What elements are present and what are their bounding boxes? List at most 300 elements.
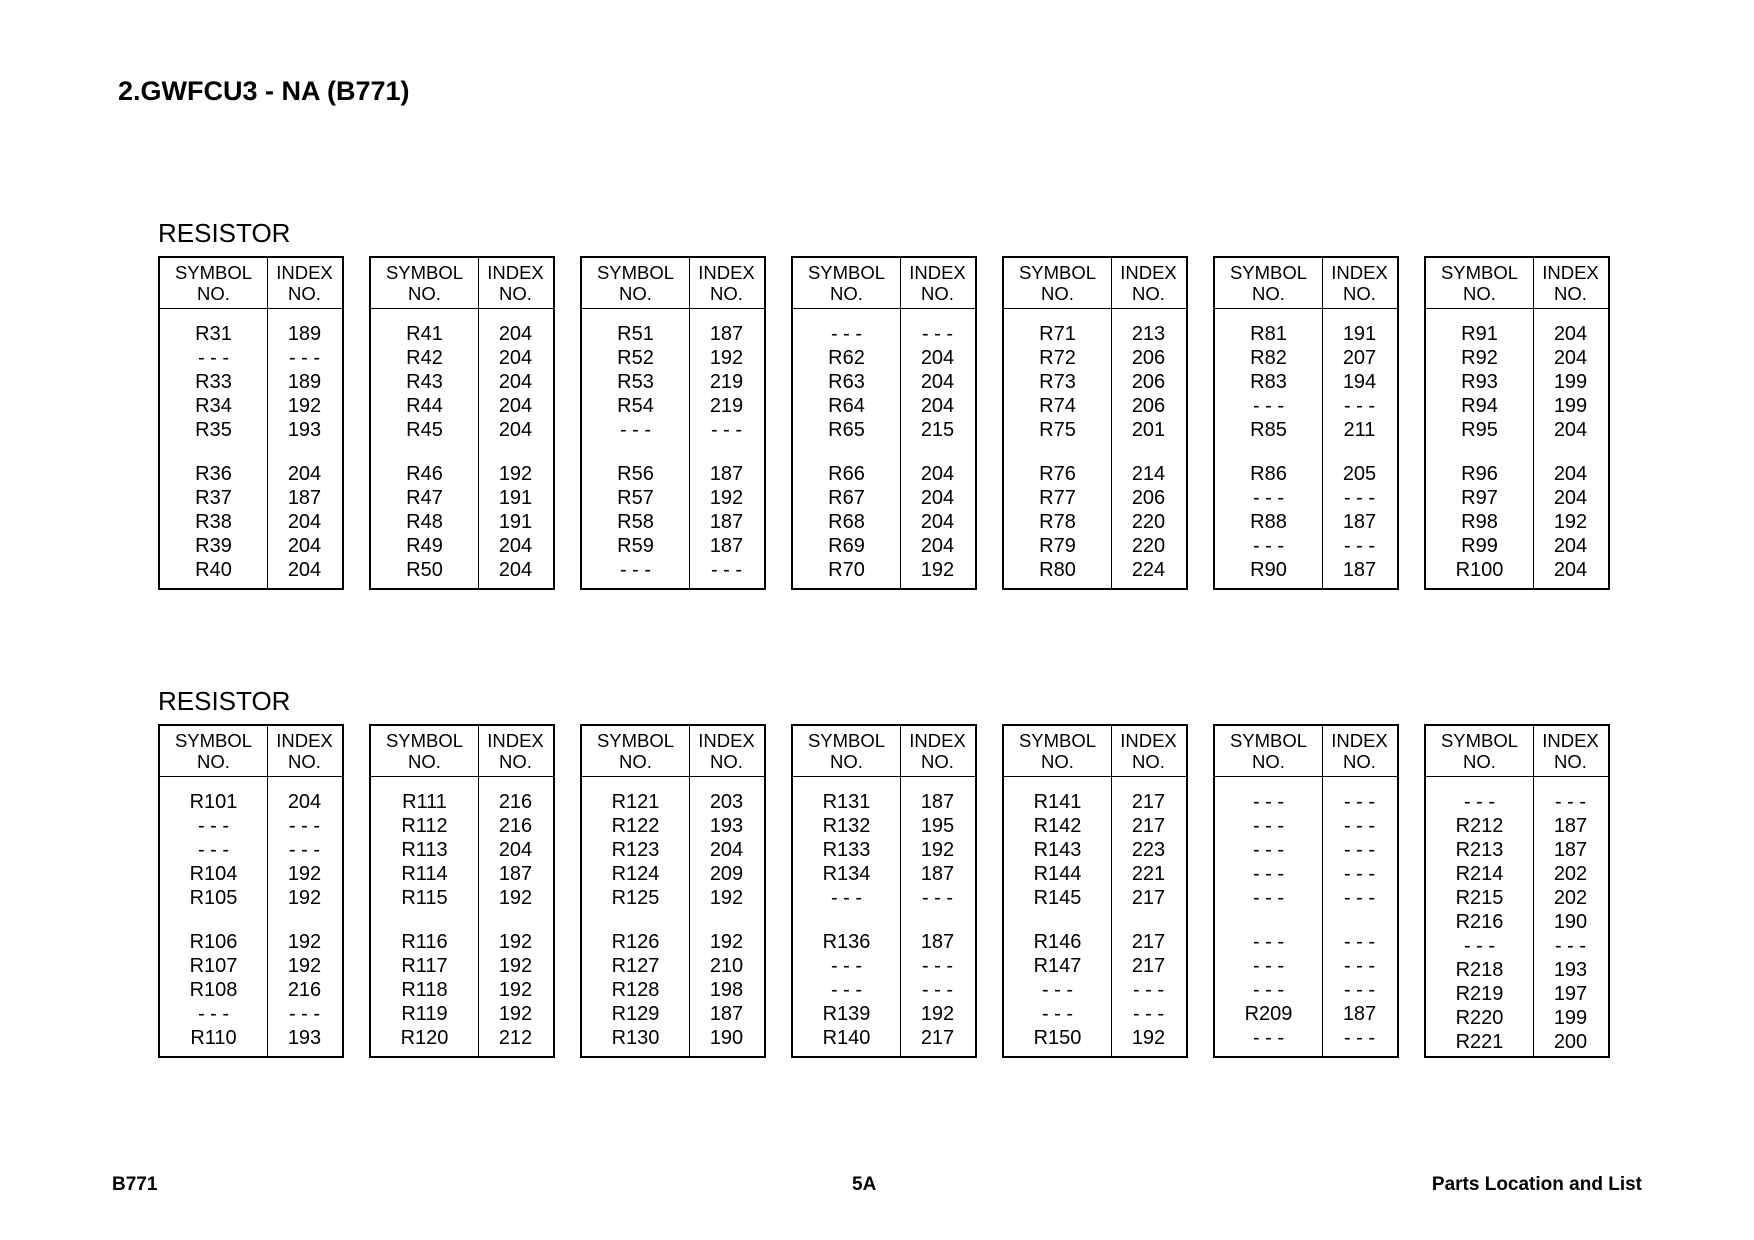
header-label-no: NO.: [408, 751, 441, 772]
index-cell: 212: [498, 1027, 533, 1049]
table-row: [1426, 886, 1608, 910]
table-row: [793, 838, 975, 862]
table-header: [371, 726, 553, 777]
table-row: [160, 886, 342, 910]
table-row: [160, 346, 342, 370]
symbol-cell: - - -: [1041, 979, 1074, 1001]
index-cell: 204: [1553, 535, 1588, 557]
index-cell: - - -: [288, 839, 321, 861]
index-cell: 204: [287, 463, 322, 485]
symbol-cell: R129: [611, 1003, 660, 1025]
index-cell: - - -: [710, 419, 743, 441]
symbol-cell: R70: [828, 559, 865, 581]
symbol-cell: R108: [189, 979, 238, 1001]
parts-table: [1424, 256, 1610, 590]
table-row: [371, 886, 553, 910]
table-row: [582, 954, 764, 978]
table-row: [582, 930, 764, 954]
symbol-cell: R145: [1033, 887, 1082, 909]
header-label-no: NO.: [830, 283, 863, 304]
symbol-cell: - - -: [197, 1003, 230, 1025]
header-label-symbol: SYMBOL: [1018, 262, 1097, 283]
index-cell: 217: [1131, 815, 1166, 837]
symbol-cell: R113: [401, 839, 448, 861]
table-row: [582, 418, 764, 442]
table-header: [1426, 726, 1608, 777]
table-header: [160, 258, 342, 309]
table-row: [793, 418, 975, 442]
table-row: [160, 394, 342, 418]
footer-section-name: Parts Location and List: [1431, 1174, 1642, 1195]
table-row: [582, 486, 764, 510]
index-cell: 204: [498, 347, 533, 369]
symbol-cell: - - -: [1041, 1003, 1074, 1025]
index-cell: 214: [1131, 463, 1166, 485]
table-body: [582, 790, 764, 1056]
index-cell: 204: [920, 511, 955, 533]
table-header: [1004, 258, 1186, 309]
symbol-cell: - - -: [830, 323, 863, 345]
table-row: [1004, 886, 1186, 910]
table-row: [1426, 1030, 1608, 1054]
table-row: [371, 394, 553, 418]
symbol-cell: R35: [195, 419, 232, 441]
table-row: [1426, 322, 1608, 346]
table-header: [160, 726, 342, 777]
index-cell: - - -: [1343, 955, 1376, 977]
table-row: [1215, 862, 1397, 886]
index-cell: 204: [1553, 419, 1588, 441]
index-cell: 189: [287, 371, 322, 393]
table-row: [1004, 510, 1186, 534]
table-body: [793, 322, 975, 588]
index-cell: 204: [1553, 323, 1588, 345]
symbol-cell: R78: [1039, 511, 1076, 533]
table-header: [1215, 258, 1397, 309]
page-title: 2.GWFCU3 - NA (B771): [118, 76, 410, 106]
index-cell: 204: [1553, 463, 1588, 485]
index-cell: 204: [287, 535, 322, 557]
parts-table: [1213, 724, 1399, 1058]
header-label-no: NO.: [921, 751, 954, 772]
symbol-cell: R64: [828, 395, 865, 417]
table-body: [1004, 322, 1186, 588]
symbol-cell: - - -: [197, 815, 230, 837]
table-row: [1215, 1026, 1397, 1050]
table-body: [160, 322, 342, 588]
table-row: [793, 862, 975, 886]
table-row: [1004, 978, 1186, 1002]
index-cell: 204: [498, 559, 533, 581]
index-cell: 187: [920, 791, 955, 813]
symbol-cell: R45: [406, 419, 443, 441]
symbol-cell: R141: [1033, 791, 1082, 813]
symbol-cell: R218: [1455, 959, 1504, 981]
table-row: [160, 486, 342, 510]
symbol-cell: R96: [1461, 463, 1498, 485]
header-label-symbol: SYMBOL: [807, 730, 886, 751]
symbol-cell: R124: [611, 863, 660, 885]
index-cell: - - -: [1343, 1027, 1376, 1049]
symbol-cell: R34: [195, 395, 232, 417]
parts-table: [369, 256, 555, 590]
table-row: [582, 534, 764, 558]
index-no-header: [478, 262, 553, 304]
table-body: [371, 322, 553, 588]
symbol-cell: R136: [822, 931, 871, 953]
index-cell: 205: [1342, 463, 1377, 485]
table-body: [1215, 322, 1397, 588]
table-row: [1004, 1002, 1186, 1026]
index-cell: - - -: [710, 559, 743, 581]
index-cell: 193: [1553, 959, 1588, 981]
header-label-no: NO.: [499, 751, 532, 772]
parts-table: [791, 724, 977, 1058]
header-label-index: INDEX: [1120, 730, 1177, 751]
symbol-cell: R56: [617, 463, 654, 485]
index-cell: 221: [1131, 863, 1166, 885]
table-row: [160, 1002, 342, 1026]
index-cell: 192: [1553, 511, 1588, 533]
symbol-cell: R63: [828, 371, 865, 393]
table-row: [1004, 346, 1186, 370]
table-row: [1215, 346, 1397, 370]
symbol-cell: R104: [189, 863, 238, 885]
index-cell: 192: [498, 931, 533, 953]
index-cell: 204: [498, 419, 533, 441]
parts-table: [158, 724, 344, 1058]
symbol-no-header: [160, 262, 267, 304]
index-cell: 209: [709, 863, 744, 885]
symbol-cell: R69: [828, 535, 865, 557]
index-cell: 190: [709, 1027, 744, 1049]
symbol-cell: R59: [617, 535, 654, 557]
index-cell: 216: [498, 791, 533, 813]
index-cell: 191: [498, 487, 533, 509]
header-label-symbol: SYMBOL: [596, 730, 675, 751]
table-row: [582, 790, 764, 814]
header-label-symbol: SYMBOL: [1229, 730, 1308, 751]
symbol-cell: R47: [406, 487, 443, 509]
index-cell: 192: [498, 887, 533, 909]
index-no-header: [689, 262, 764, 304]
index-cell: 187: [920, 931, 955, 953]
index-cell: 204: [287, 559, 322, 581]
index-cell: 192: [920, 839, 955, 861]
index-cell: - - -: [1343, 815, 1376, 837]
table-row: [1426, 370, 1608, 394]
footer-model: B771: [112, 1174, 158, 1195]
table-row: [1426, 958, 1608, 982]
table-row: [793, 790, 975, 814]
table-row: [582, 1002, 764, 1026]
symbol-cell: R39: [195, 535, 232, 557]
symbol-cell: R214: [1455, 863, 1504, 885]
index-no-header: [689, 730, 764, 772]
symbol-cell: R121: [611, 791, 660, 813]
table-row: [1004, 462, 1186, 486]
index-cell: 204: [498, 395, 533, 417]
header-label-symbol: SYMBOL: [174, 730, 253, 751]
table-header: [582, 726, 764, 777]
table-row: [793, 486, 975, 510]
index-cell: 192: [1131, 1027, 1166, 1049]
symbol-cell: R219: [1455, 983, 1504, 1005]
table-row: [582, 1026, 764, 1050]
index-cell: 201: [1131, 419, 1166, 441]
index-cell: 204: [1553, 559, 1588, 581]
index-cell: 192: [287, 931, 322, 953]
index-cell: 187: [1553, 815, 1588, 837]
index-cell: - - -: [1343, 395, 1376, 417]
index-cell: 224: [1131, 559, 1166, 581]
symbol-cell: - - -: [1252, 791, 1285, 813]
header-label-no: NO.: [499, 283, 532, 304]
parts-table: [580, 256, 766, 590]
symbol-cell: R150: [1033, 1027, 1082, 1049]
table-row: [160, 558, 342, 582]
header-label-no: NO.: [1554, 283, 1587, 304]
table-row: [371, 322, 553, 346]
symbol-cell: R221: [1455, 1031, 1504, 1053]
symbol-cell: R98: [1461, 511, 1498, 533]
table-row: [1426, 418, 1608, 442]
table-row: [582, 346, 764, 370]
index-cell: 219: [709, 371, 744, 393]
index-cell: 217: [1131, 791, 1166, 813]
table-row: [793, 1026, 975, 1050]
index-cell: 187: [1553, 839, 1588, 861]
symbol-cell: R91: [1461, 323, 1498, 345]
table-row: [160, 418, 342, 442]
index-cell: 192: [920, 559, 955, 581]
index-cell: 193: [709, 815, 744, 837]
table-row: [1426, 1006, 1608, 1030]
symbol-no-header: [582, 730, 689, 772]
symbol-cell: R42: [406, 347, 443, 369]
index-no-header: [1322, 730, 1397, 772]
table-row: [1004, 322, 1186, 346]
symbol-cell: R62: [828, 347, 865, 369]
table-row: [793, 346, 975, 370]
header-label-no: NO.: [1252, 283, 1285, 304]
symbol-cell: R38: [195, 511, 232, 533]
index-cell: 216: [498, 815, 533, 837]
table-header: [582, 258, 764, 309]
header-label-symbol: SYMBOL: [174, 262, 253, 283]
symbol-cell: R140: [822, 1027, 871, 1049]
index-cell: 204: [498, 839, 533, 861]
header-label-no: NO.: [1554, 751, 1587, 772]
index-no-header: [1111, 262, 1186, 304]
symbol-cell: R126: [611, 931, 660, 953]
index-cell: - - -: [1343, 535, 1376, 557]
symbol-cell: R147: [1033, 955, 1082, 977]
header-label-no: NO.: [619, 283, 652, 304]
header-label-no: NO.: [1041, 283, 1074, 304]
table-row: [1426, 346, 1608, 370]
index-cell: 187: [1342, 559, 1377, 581]
header-label-index: INDEX: [909, 730, 966, 751]
index-cell: - - -: [921, 955, 954, 977]
symbol-no-header: [160, 730, 267, 772]
table-row: [1004, 930, 1186, 954]
table-row: [371, 978, 553, 1002]
table-row: [793, 886, 975, 910]
table-row: [793, 394, 975, 418]
table-row: [371, 510, 553, 534]
symbol-cell: R76: [1039, 463, 1076, 485]
index-cell: 192: [709, 487, 744, 509]
symbol-cell: - - -: [830, 887, 863, 909]
table-row: [160, 862, 342, 886]
table-row: [1215, 462, 1397, 486]
table-row: [160, 954, 342, 978]
header-label-index: INDEX: [487, 730, 544, 751]
index-cell: 191: [1342, 323, 1377, 345]
symbol-cell: - - -: [619, 419, 652, 441]
table-row: [793, 510, 975, 534]
section-title: RESISTOR: [158, 686, 291, 716]
index-cell: 213: [1131, 323, 1166, 345]
table-row: [793, 954, 975, 978]
table-row: [582, 558, 764, 582]
table-row: [160, 534, 342, 558]
symbol-cell: R31: [195, 323, 232, 345]
table-row: [1426, 862, 1608, 886]
symbol-cell: R142: [1033, 815, 1082, 837]
header-label-no: NO.: [1463, 283, 1496, 304]
table-row: [1215, 370, 1397, 394]
symbol-cell: R54: [617, 395, 654, 417]
symbol-no-header: [1426, 262, 1533, 304]
table-header: [371, 258, 553, 309]
table-row: [793, 978, 975, 1002]
table-body: [582, 322, 764, 588]
header-label-index: INDEX: [1331, 730, 1388, 751]
index-cell: 193: [287, 1027, 322, 1049]
index-cell: 204: [920, 395, 955, 417]
symbol-cell: - - -: [1463, 935, 1496, 957]
symbol-cell: R85: [1250, 419, 1287, 441]
symbol-cell: R143: [1033, 839, 1082, 861]
table-row: [371, 790, 553, 814]
index-cell: - - -: [1132, 979, 1165, 1001]
table-row: [371, 346, 553, 370]
symbol-cell: - - -: [619, 559, 652, 581]
index-cell: 199: [1553, 1007, 1588, 1029]
symbol-cell: - - -: [830, 979, 863, 1001]
table-row: [1426, 394, 1608, 418]
symbol-cell: R99: [1461, 535, 1498, 557]
index-cell: 204: [498, 535, 533, 557]
table-row: [1215, 1002, 1397, 1026]
symbol-cell: R57: [617, 487, 654, 509]
symbol-cell: R74: [1039, 395, 1076, 417]
index-cell: 223: [1131, 839, 1166, 861]
header-label-symbol: SYMBOL: [385, 262, 464, 283]
index-cell: 215: [920, 419, 955, 441]
symbol-cell: R118: [401, 979, 448, 1001]
symbol-cell: R36: [195, 463, 232, 485]
header-label-symbol: SYMBOL: [807, 262, 886, 283]
table-row: [1004, 394, 1186, 418]
symbol-cell: R101: [189, 791, 238, 813]
table-row: [1215, 790, 1397, 814]
symbol-cell: R131: [822, 791, 871, 813]
index-cell: 204: [920, 347, 955, 369]
table-row: [1215, 322, 1397, 346]
table-row: [371, 534, 553, 558]
table-row: [1426, 462, 1608, 486]
table-row: [1426, 910, 1608, 934]
symbol-cell: R119: [401, 1003, 448, 1025]
symbol-cell: - - -: [1463, 791, 1496, 813]
index-cell: 207: [1342, 347, 1377, 369]
symbol-cell: R128: [611, 979, 660, 1001]
symbol-cell: - - -: [1252, 487, 1285, 509]
header-label-symbol: SYMBOL: [1018, 730, 1097, 751]
index-cell: 190: [1553, 911, 1588, 933]
table-row: [582, 814, 764, 838]
index-cell: 192: [920, 1003, 955, 1025]
table-row: [793, 462, 975, 486]
symbol-cell: R58: [617, 511, 654, 533]
index-cell: 206: [1131, 371, 1166, 393]
index-cell: 187: [709, 535, 744, 557]
header-label-index: INDEX: [1542, 262, 1599, 283]
index-cell: - - -: [921, 323, 954, 345]
symbol-cell: R122: [611, 815, 660, 837]
symbol-cell: R73: [1039, 371, 1076, 393]
symbol-cell: R43: [406, 371, 443, 393]
table-row: [793, 814, 975, 838]
symbol-no-header: [793, 262, 900, 304]
symbol-cell: R71: [1039, 323, 1076, 345]
index-cell: 199: [1553, 395, 1588, 417]
header-label-no: NO.: [288, 283, 321, 304]
symbol-cell: - - -: [197, 839, 230, 861]
table-row: [1004, 954, 1186, 978]
header-label-index: INDEX: [1331, 262, 1388, 283]
header-label-no: NO.: [1463, 751, 1496, 772]
index-cell: 194: [1342, 371, 1377, 393]
header-label-symbol: SYMBOL: [1440, 730, 1519, 751]
symbol-cell: R86: [1250, 463, 1287, 485]
section-title: RESISTOR: [158, 218, 291, 248]
index-cell: - - -: [288, 1003, 321, 1025]
table-row: [371, 486, 553, 510]
index-cell: 192: [498, 1003, 533, 1025]
symbol-cell: R107: [189, 955, 238, 977]
parts-table: [791, 256, 977, 590]
table-row: [1215, 394, 1397, 418]
index-cell: 217: [1131, 887, 1166, 909]
header-label-index: INDEX: [1120, 262, 1177, 283]
index-cell: - - -: [1343, 839, 1376, 861]
table-row: [1426, 558, 1608, 582]
parts-table: [158, 256, 344, 590]
table-header: [1426, 258, 1608, 309]
table-row: [371, 954, 553, 978]
table-row: [1215, 930, 1397, 954]
parts-table-row: [158, 724, 1620, 1062]
symbol-no-header: [1215, 730, 1322, 772]
symbol-cell: R133: [822, 839, 871, 861]
symbol-cell: - - -: [1252, 815, 1285, 837]
index-cell: 220: [1131, 535, 1166, 557]
index-cell: - - -: [921, 979, 954, 1001]
